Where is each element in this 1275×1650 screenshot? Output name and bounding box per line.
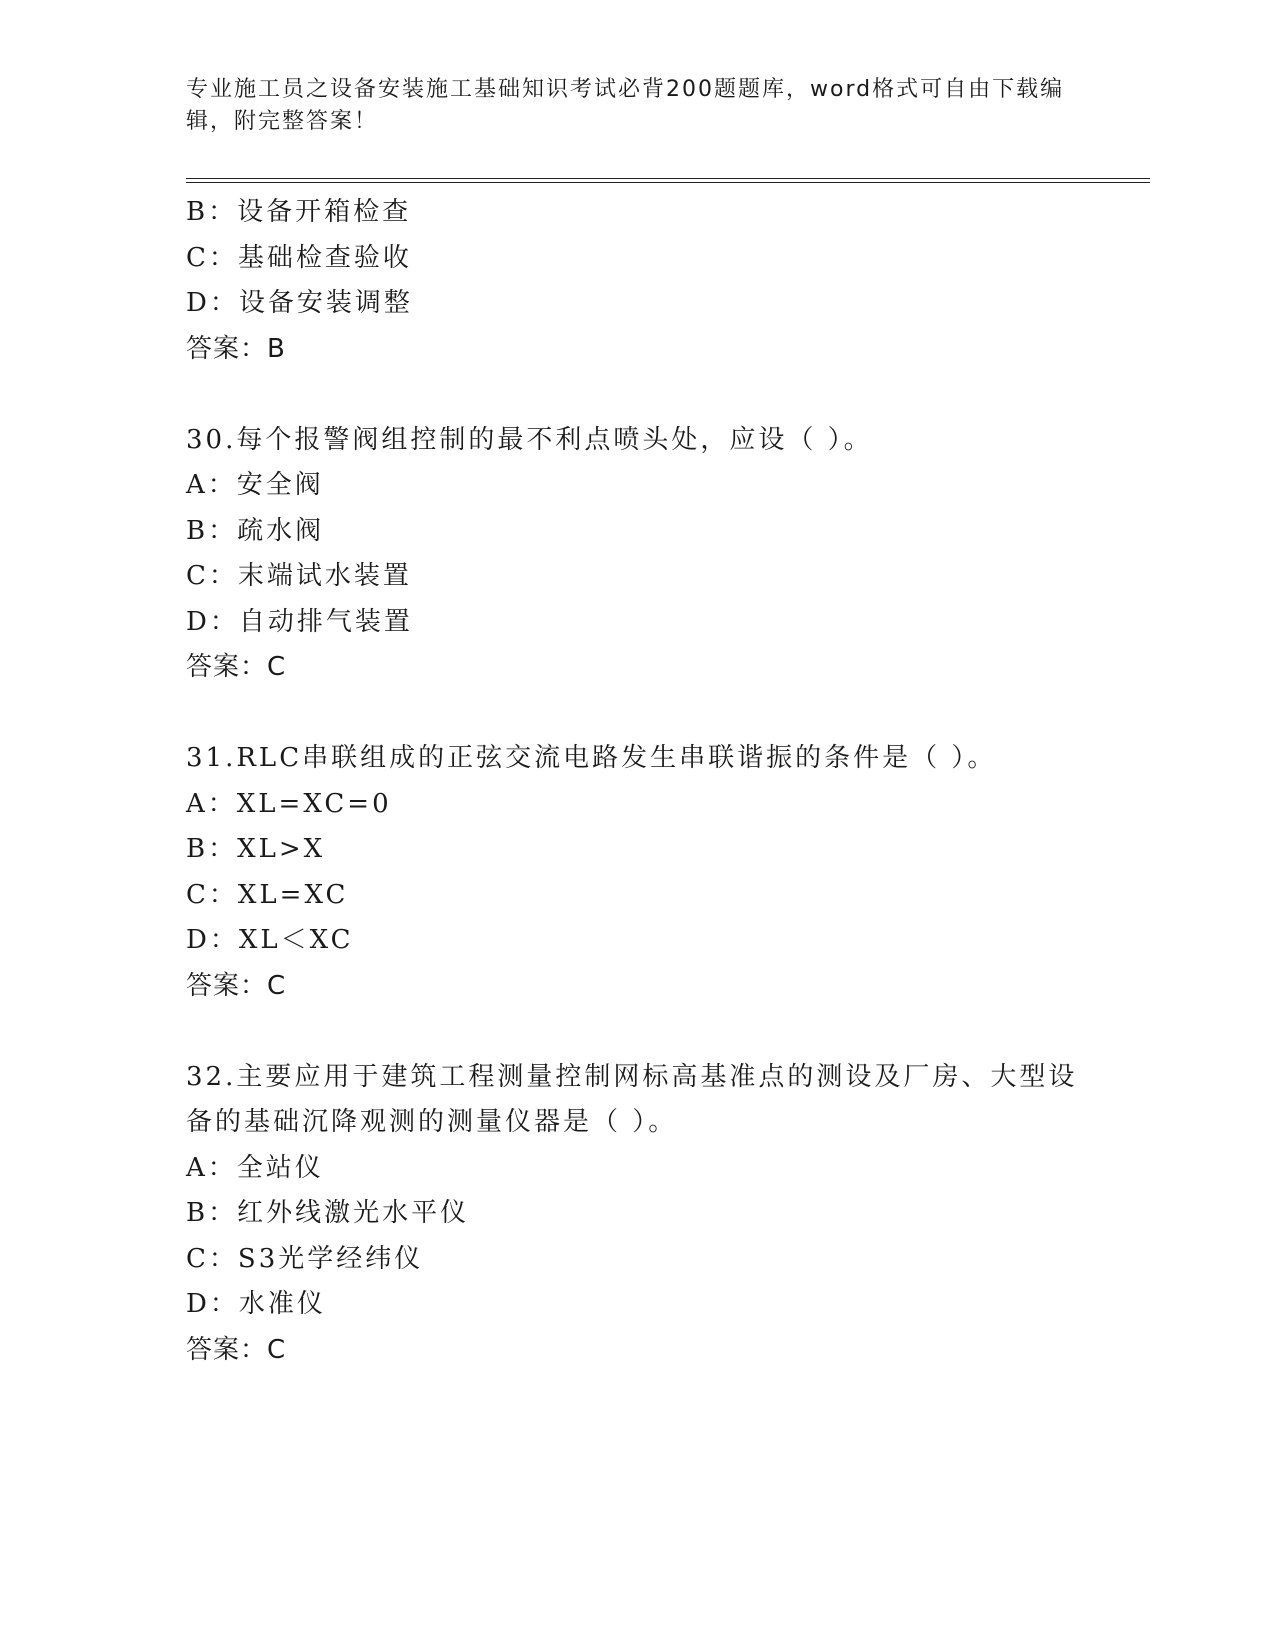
option-d: D：自动排气装置 [186, 606, 413, 637]
option-d: D：XL＜XC [186, 925, 354, 955]
option-d: D：设备安装调整 [186, 288, 413, 318]
option-b: B：XL>X [186, 834, 326, 864]
question-32 [186, 1055, 1086, 1374]
question-stem-line-2: 备的基础沉降观测的测量仪器是（ ）。 [186, 1107, 678, 1137]
option-b: B：疏水阀 [186, 515, 325, 546]
option-b: B：红外线激光水平仪 [186, 1198, 470, 1228]
question-stem: 31.RLC串联组成的正弦交流电路发生串联谐振的条件是（ ）。 [186, 743, 997, 773]
option-a: A：全站仪 [186, 1152, 324, 1183]
question-stem: 30.每个报警阀组控制的最不利点喷头处，应设（ ）。 [186, 424, 873, 455]
answer: 答案：C [186, 652, 287, 682]
answer: 答案：C [186, 1334, 287, 1365]
document-header: 专业施工员之设备安装施工基础知识考试必背200题题库，word格式可自由下载编辑，附完整答案！ [186, 77, 1065, 134]
header-rule-top [186, 178, 1150, 179]
option-c: C：XL=XC [186, 879, 349, 910]
header-rule-bottom [186, 182, 1150, 183]
question-list [186, 190, 1086, 1373]
question-31 [186, 736, 1086, 1009]
option-c: C：S3光学经纬仪 [186, 1243, 424, 1274]
question-stem-line-1: 32.主要应用于建筑工程测量控制网标高基准点的测设及厂房、大型设 [186, 1061, 1078, 1092]
question-30 [186, 418, 1086, 691]
option-d: D：水准仪 [186, 1289, 326, 1319]
option-a: A：XL=XC=0 [186, 788, 392, 819]
answer: 答案：C [186, 970, 287, 1001]
option-b: B：设备开箱检查 [186, 197, 412, 227]
question-29-continuation [186, 190, 1086, 372]
option-c: C：末端试水装置 [186, 561, 412, 591]
answer: 答案：B [186, 333, 286, 364]
option-c: C：基础检查验收 [186, 242, 412, 273]
option-a: A：安全阀 [186, 470, 324, 500]
